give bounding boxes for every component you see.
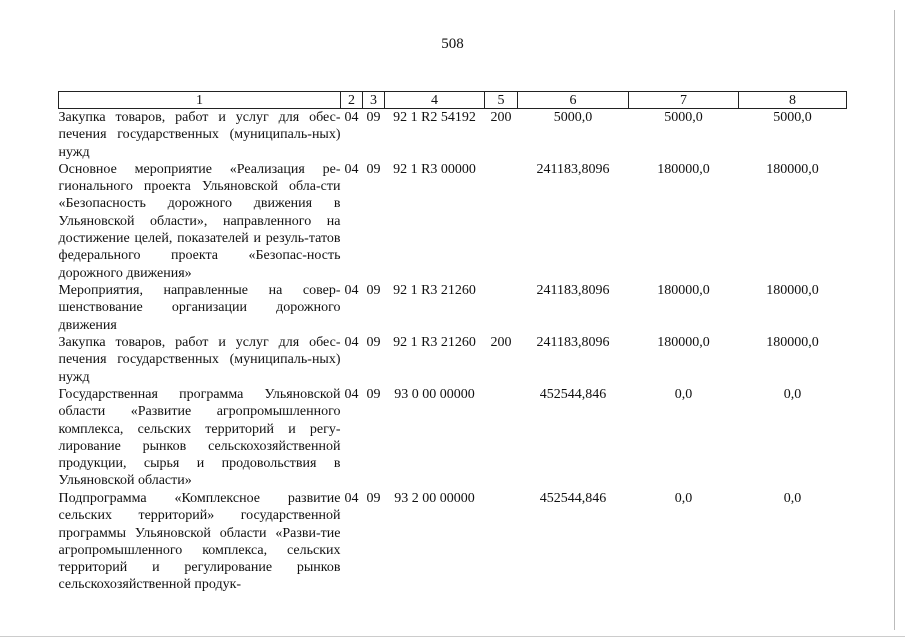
cell-expense-type: 200 <box>490 110 512 125</box>
cell-target-code: 92 1 R3 21260 <box>393 334 476 350</box>
table-row <box>59 334 847 386</box>
cell-amount-1: 241183,8096 <box>536 334 610 350</box>
cell-target-code: 92 1 R2 54192 <box>393 110 476 125</box>
cell-amount-2: 5000,0 <box>664 110 703 125</box>
cell-amount-3: 180000,0 <box>766 334 819 350</box>
page-edge-line <box>894 10 895 630</box>
cell-amount-1: 452544,846 <box>539 490 607 506</box>
cell-amount-3: 0,0 <box>783 490 802 506</box>
cell-subsection: 09 <box>366 282 381 298</box>
row-name: Основное мероприятие «Реализация ре-гионального проекта Ульяновской обла-сти «Безопасность дорожного движения в Ульяновской области», направленного на достижение целей, показателей и резуль-татов федерального проекта «Безопас-ность дорожного движения» <box>58 161 341 281</box>
cell-expense-type <box>485 490 518 594</box>
cell-subsection: 09 <box>366 161 381 177</box>
cell-section: 04 <box>344 386 359 402</box>
cell-subsection: 09 <box>366 490 381 506</box>
table-row <box>59 490 847 594</box>
cell-amount-2: 0,0 <box>674 490 693 506</box>
cell-expense-type <box>485 161 518 282</box>
cell-amount-2: 180000,0 <box>657 161 710 177</box>
cell-expense-type: 200 <box>490 334 512 350</box>
budget-table <box>58 91 847 594</box>
cell-target-code: 93 0 00 00000 <box>394 386 475 402</box>
cell-amount-3: 180000,0 <box>766 161 819 177</box>
cell-subsection: 09 <box>366 110 381 125</box>
col-header-5: 5 <box>485 92 518 109</box>
cell-target-code: 93 2 00 00000 <box>394 490 475 506</box>
cell-amount-3: 180000,0 <box>766 282 819 298</box>
col-header-2: 2 <box>341 92 363 109</box>
page-number: 508 <box>441 36 464 52</box>
cell-target-code: 92 1 R3 21260 <box>393 282 476 298</box>
page-bottom-edge <box>0 636 905 637</box>
col-header-6: 6 <box>518 92 629 109</box>
row-name: Закупка товаров, работ и услуг для обес-печения государственных (муниципаль-ных) нужд <box>58 110 341 160</box>
row-name: Подпрограмма «Комплексное развитие сельских территорий» государственной программы Ульяновской области «Разви-тие агропромышленного комплекса, сельских территорий и регулирование рынков сельскохозяйственной продук- <box>58 490 341 593</box>
cell-section: 04 <box>344 110 359 125</box>
cell-target-code: 92 1 R3 00000 <box>393 161 476 177</box>
cell-amount-1: 452544,846 <box>539 386 607 402</box>
cell-amount-3: 5000,0 <box>773 110 812 125</box>
table-row <box>59 282 847 334</box>
col-header-4: 4 <box>385 92 485 109</box>
table-header-row <box>59 92 847 109</box>
cell-expense-type <box>485 386 518 490</box>
cell-subsection: 09 <box>366 334 381 350</box>
cell-subsection: 09 <box>366 386 381 402</box>
col-header-3: 3 <box>363 92 385 109</box>
cell-amount-3: 0,0 <box>783 386 802 402</box>
table-row <box>59 161 847 282</box>
table-row <box>59 386 847 490</box>
cell-expense-type <box>485 282 518 334</box>
cell-amount-2: 0,0 <box>674 386 693 402</box>
col-header-7: 7 <box>629 92 739 109</box>
table-row <box>59 109 847 161</box>
cell-amount-1: 5000,0 <box>553 110 593 125</box>
cell-section: 04 <box>344 282 359 298</box>
cell-section: 04 <box>344 334 359 350</box>
cell-section: 04 <box>344 490 359 506</box>
cell-amount-2: 180000,0 <box>657 334 710 350</box>
cell-amount-1: 241183,8096 <box>536 282 610 298</box>
row-name: Мероприятия, направленные на совер-шенствование организации дорожного движения <box>58 282 341 333</box>
row-name: Закупка товаров, работ и услуг для обес-печения государственных (муниципаль-ных) нужд <box>58 334 341 385</box>
cell-amount-1: 241183,8096 <box>536 161 610 177</box>
row-name: Государственная программа Ульяновской области «Развитие агропромышленного комплекса, сельских территорий и регу-лирование рынков сельскохозяйственной продукции, сырья и продовольствия в Ульяновской области» <box>58 386 341 489</box>
cell-amount-2: 180000,0 <box>657 282 710 298</box>
col-header-8: 8 <box>739 92 847 109</box>
cell-section: 04 <box>344 161 359 177</box>
col-header-1: 1 <box>59 92 341 109</box>
